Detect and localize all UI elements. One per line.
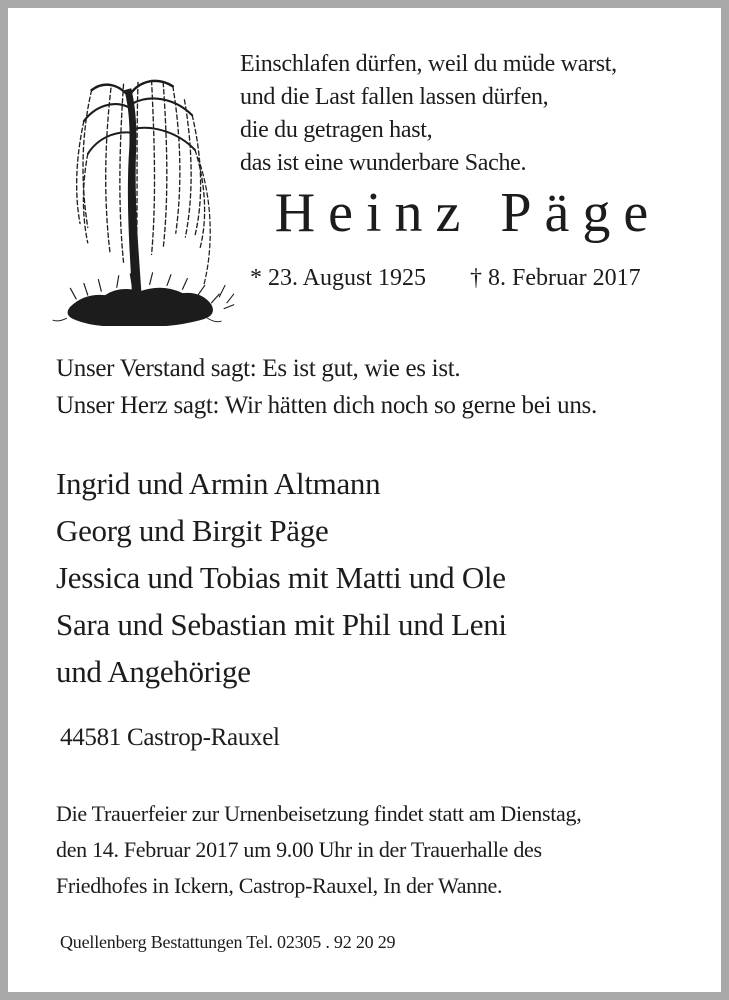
funeral-info-line: Friedhofes in Ickern, Castrop-Rauxel, In der Wanne. (56, 873, 503, 898)
mourner-line: Ingrid und Armin Altmann (56, 466, 381, 501)
quote-line: die du getragen hast, (240, 117, 433, 143)
death-date: † 8. Februar 2017 (470, 265, 641, 291)
funeral-info (56, 796, 581, 904)
quote-line: Einschlafen dürfen, weil du müde warst, (240, 51, 617, 77)
memorial-quote (240, 48, 617, 180)
life-dates (250, 262, 641, 294)
birth-date: * 23. August 1925 (250, 265, 427, 291)
mourner-line: Georg und Birgit Päge (56, 513, 329, 548)
mourners-list (56, 460, 507, 695)
verse-line: Unser Verstand sagt: Es ist gut, wie es ist. (56, 355, 461, 382)
verse-line: Unser Herz sagt: Wir hätten dich noch so gerne bei uns. (56, 392, 597, 419)
funeral-home-footer: Quellenberg Bestattungen Tel. 02305 . 92 20 29 (60, 932, 396, 952)
quote-line: das ist eine wunderbare Sache. (240, 150, 527, 176)
deceased-name: Heinz Päge (274, 182, 662, 244)
mourner-line: und Angehörige (56, 654, 251, 689)
mourner-line: Jessica und Tobias mit Matti und Ole (56, 560, 506, 595)
mourner-line: Sara und Sebastian mit Phil und Leni (56, 607, 507, 642)
willow-tree-icon (34, 36, 244, 326)
quote-line: und die Last fallen lassen dürfen, (240, 84, 549, 110)
location-line: 44581 Castrop-Rauxel (60, 724, 280, 751)
funeral-info-line: Die Trauerfeier zur Urnenbeisetzung findet statt am Dienstag, (56, 801, 582, 826)
funeral-info-line: den 14. Februar 2017 um 9.00 Uhr in der Trauerhalle des (56, 837, 542, 862)
verse (56, 350, 597, 424)
